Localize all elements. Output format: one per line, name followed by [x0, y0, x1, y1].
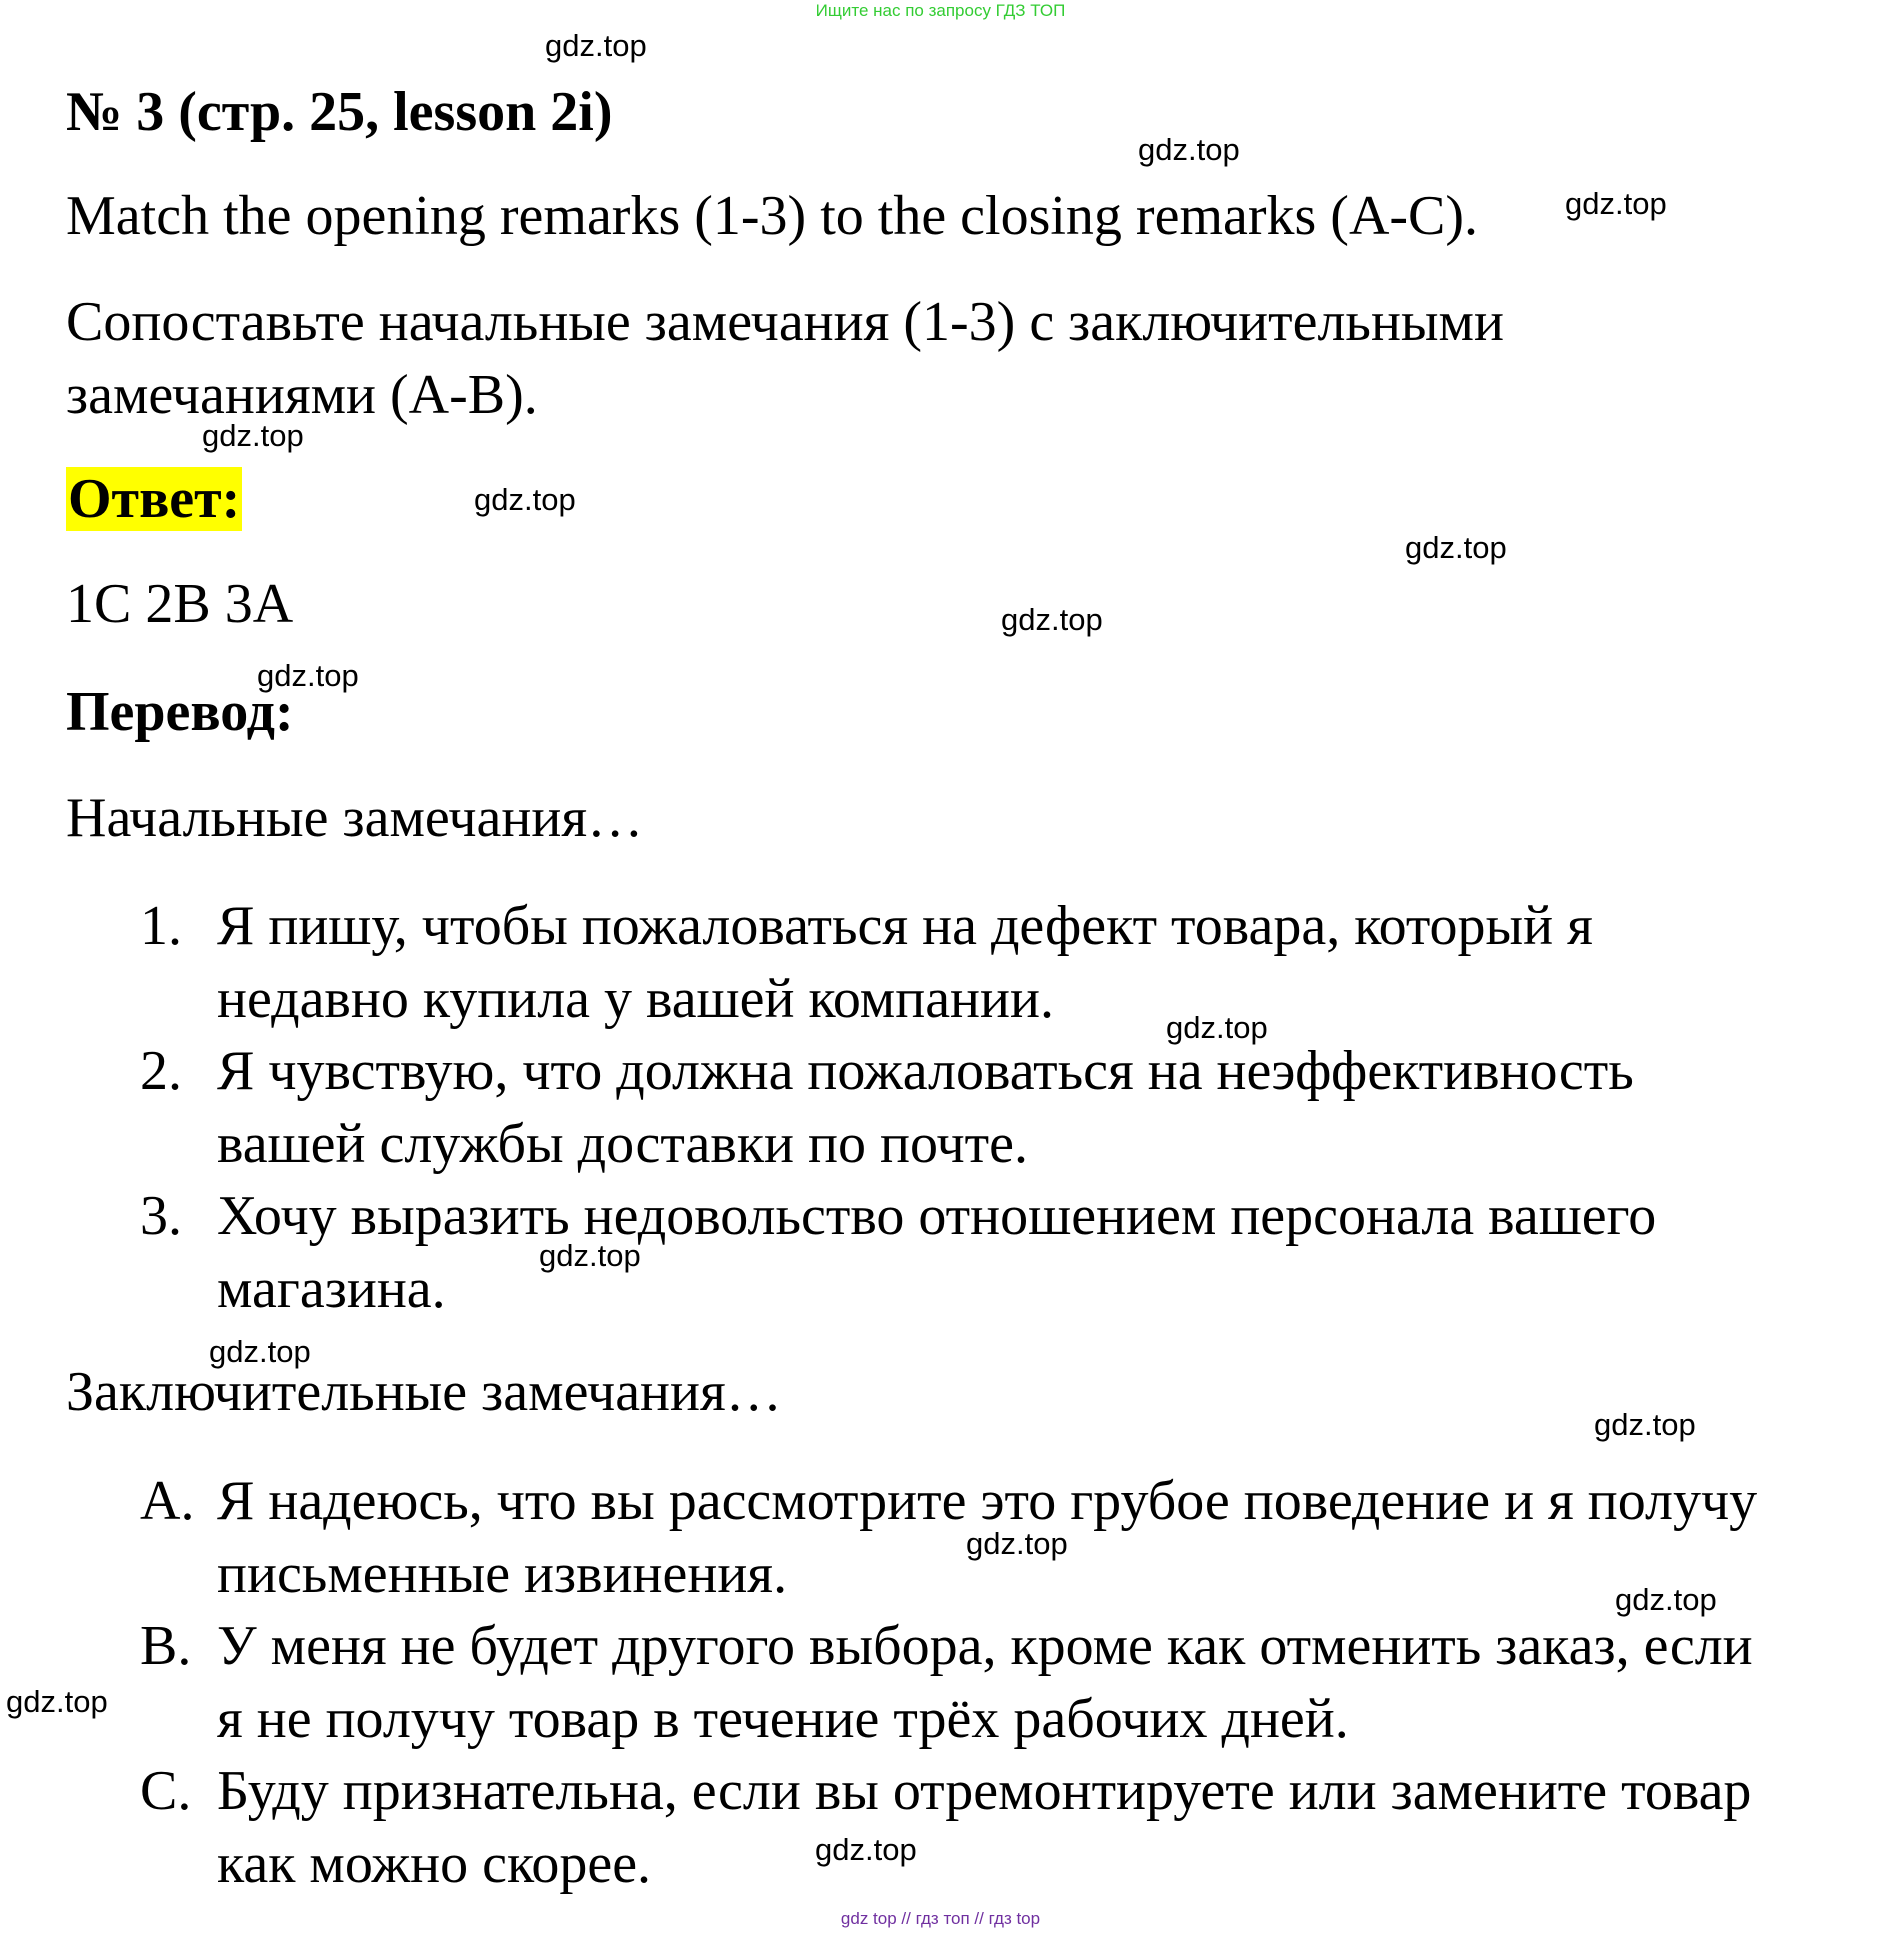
list-item-line: Я чувствую, что должна пожаловаться на неэффективность — [217, 1040, 1634, 1102]
list-item-line: Хочу выразить недовольство отношением персонала вашего — [217, 1185, 1657, 1247]
list-item-text — [217, 1610, 1857, 1756]
list-item-line: магазина. — [217, 1258, 446, 1320]
list-item-line: Буду признательна, если вы отремонтируете или замените товар — [217, 1760, 1752, 1822]
list-marker: 3. — [140, 1185, 182, 1247]
list-item-line: я не получу товар в течение трёх рабочих дней. — [217, 1688, 1349, 1750]
list-item-line: Я пишу, чтобы пожаловаться на дефект товара, который я — [217, 895, 1593, 957]
instruction-english: Match the opening remarks (1-3) to the closing remarks (A-C). — [66, 185, 1479, 247]
instruction-russian — [66, 286, 1504, 432]
answer-heading: Ответ: — [68, 468, 241, 530]
list-item-text — [217, 890, 1857, 1036]
bottom-banner: gdz top // гдз топ // гдз top — [840, 1909, 1041, 1928]
watermark: gdz.top — [6, 1684, 108, 1719]
closing-remarks-label: Заключительные замечания… — [66, 1361, 782, 1423]
watermark: gdz.top — [1594, 1407, 1696, 1442]
watermark: gdz.top — [1138, 132, 1240, 167]
top-banner: Ищите нас по запросу ГДЗ ТОП — [815, 1, 1066, 20]
watermark: gdz.top — [257, 658, 359, 693]
list-item-line: недавно купила у вашей компании. — [217, 968, 1054, 1030]
watermark: gdz.top — [202, 418, 304, 453]
watermark: gdz.top — [1001, 602, 1103, 637]
list-item-line: Я надеюсь, что вы рассмотрите это грубое поведение и я получу — [217, 1470, 1758, 1532]
watermark: gdz.top — [1615, 1582, 1717, 1617]
list-item-text — [217, 1180, 1857, 1326]
list-marker: C. — [140, 1760, 192, 1822]
list-item-text — [217, 1755, 1857, 1901]
instruction-russian-line-2: замечаниями (A-B). — [66, 364, 538, 426]
list-item-line: вашей службы доставки по почте. — [217, 1113, 1028, 1175]
watermark: gdz.top — [545, 28, 647, 63]
watermark: gdz.top — [1565, 186, 1667, 221]
list-item-line: письменные извинения. — [217, 1543, 788, 1605]
opening-remarks-label: Начальные замечания… — [66, 787, 644, 849]
watermark: gdz.top — [539, 1238, 641, 1273]
list-marker: 2. — [140, 1040, 182, 1102]
translation-heading: Перевод: — [66, 681, 294, 743]
watermark: gdz.top — [1405, 530, 1507, 565]
list-marker: A. — [140, 1470, 195, 1532]
task-title: № 3 (стр. 25, lesson 2i) — [66, 81, 613, 143]
list-item-line: как можно скорее. — [217, 1833, 652, 1895]
instruction-russian-line-1: Сопоставьте начальные замечания (1-3) с заключительными — [66, 291, 1504, 353]
answer-value: 1C 2B 3A — [66, 573, 294, 635]
watermark: gdz.top — [966, 1526, 1068, 1561]
watermark: gdz.top — [1166, 1010, 1268, 1045]
watermark: gdz.top — [474, 482, 576, 517]
list-marker: B. — [140, 1615, 192, 1677]
watermark: gdz.top — [209, 1334, 311, 1369]
list-item-line: У меня не будет другого выбора, кроме как отменить заказ, если — [217, 1615, 1753, 1677]
list-item-text — [217, 1035, 1857, 1181]
watermark: gdz.top — [815, 1832, 917, 1867]
list-marker: 1. — [140, 895, 182, 957]
